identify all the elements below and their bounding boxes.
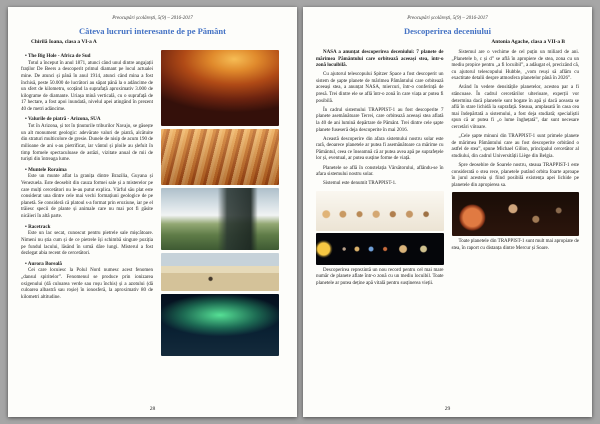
photo-column — [161, 50, 279, 356]
paragraph: „Cele șapte minuni din TRAPPIST-1 sunt primele planete de mărimea Pământului care au fost descoperite orbitând o astfel de stea”, spune Michael Gillon, principalul cercetător al studiului, din cadrul Universității Liège din Belgia. — [451, 134, 579, 159]
page-number-right: 29 — [444, 406, 451, 412]
trappist-artist-rendering-photo — [452, 192, 580, 236]
antelope-canyon-photo — [161, 50, 279, 126]
author-byline-right: Antonia Agache, clasa a VII-a B — [491, 39, 565, 45]
section-roraima — [21, 167, 153, 221]
section-racetrack — [21, 224, 153, 258]
section-stone-waves — [21, 116, 153, 163]
article-title-left: Câteva lucruri interesante de pe Pământ — [79, 26, 226, 36]
right-article-column-1 — [316, 50, 444, 290]
paragraph: Spre deosebire de Soarele nostru, steaua TRAPPIST-1 este considerată o stea rece, planetele putând orbita foarte aproape în jurul acesteia și fiind posibilă existența apei lichide pe planetele din apropierea sa. — [451, 163, 579, 188]
section-heading: • Muntele Roraima — [25, 167, 153, 174]
section-aurora — [21, 261, 153, 302]
paragraph: Descoperirea reprezintă un nou record pentru cel mai mare număr de planete aflate într-o zonă cu un mediu locuibil. Toate planetele ar putea deține apă vitală pentru susținerea vieții. — [316, 267, 444, 286]
stone-waves-photo — [161, 129, 279, 185]
mount-roraima-photo — [161, 188, 279, 250]
section-heading: • Racetrack — [25, 224, 153, 231]
paragraph: Având în vedere densitățile planetelor, acestea par a fi stâncoase. În cadrul cercetărilor ulterioare, experții vor determina dacă planetele sunt bogate în apă și dacă aceasta se află în stare lichidă la suprafață. Steaua, amplasată în casa cea mai îndepărtată a sistemului, a fost deja studiată; specialiștii spun că ar putea fi „o lume înghețată”, dar sunt necesare cercetări viitoare. — [451, 85, 579, 131]
paragraph: Sistemul este denumit TRAPPIST-1. — [323, 181, 397, 187]
section-body: Este un munte aflat la granița dintre Brazilia, Guyana și Venezuela. Este deosebit din cauza formei sale și a misterelor pe care mulți cercetători nu le-au putut explica. Vârful său plat este considerat una dintre cele mai vechi formațiuni geologice de pe planetă. Se consideră că platoul s-a format prin eroziune, iar pe el trăiesc specii de plante și animale care nu mai pot fi găsite nicăieri în altă parte. — [21, 174, 153, 220]
article-title-right: Descoperirea deceniului — [404, 26, 491, 36]
section-body: Totul a început în anul 1871, atunci când unul dintre angajații fraților De Beers a descoperit primul diamant pe locul actualei mine. De atunci și până în anul 1914, atunci când mina a fost închisă, peste 50.000 de lucrători au săpat până la o adâncime de un sfert de kilometru, scoțând la suprafață aproximativ 3.000 de kilograme de diamante. Uriașa mină verticală, cu o suprafață de 17 hectare, a fost apoi inundată, nivelul apei atingând în prezent 40 de metri adâncime. — [21, 60, 153, 112]
racetrack-playa-photo — [161, 253, 279, 291]
running-header-right: Preocupări școlărești, 5(9) – 2016-2017 — [407, 16, 488, 21]
solar-system-comparison-photo — [316, 233, 444, 265]
page-number-left: 28 — [149, 406, 156, 412]
right-article-column-2 — [452, 50, 580, 290]
paragraph: Cu ajutorul telescopului Spitzer Space a fost descoperit un sistem de șapte planete de mărimea Pământului care orbitează aceeași stea, a anunțat NASA, miercuri, într-o conferință de presă. Trei dintre ele se află într-o zonă în care viața ar putea fi posibilă. — [316, 72, 444, 104]
left-page-columns — [21, 50, 284, 356]
article-text-column — [21, 50, 153, 356]
section-body: Tot în Arizona, și tot în ținuturile triburilor Navajo, se găsește un alt monument geologic: adevărate valuri de piatră, alcătuite din straturi multicolore de gresie. Dunele de nisip de acum 190 de milioane de ani s-au pietrificat, iar vântul și ploile au șlefuit în timp formele spectaculoase de astăzi, vizitate anual de mii de turiști din întreaga lume. — [21, 124, 153, 163]
paragraph: Toate planetele din TRAPPIST-1 sunt mult mai apropiate de stea, în raport cu distanța dintre Mercur și Soare. — [451, 239, 579, 251]
paragraph: Planetele se află în constelația Vărsătorului, aflându-se în afara sistemului nostru solar. — [316, 165, 444, 178]
section-body: Cei care locuiesc la Polul Nord numesc acest fenomen „dansul spiritelor”. Fenomenul se produce prin ionizarea oxigenului (dă culoarea verde sau roșu închis) și a azotului (dă culoarea albastră sau roșie) în ionosferă, la aproximativ 80 de kilometri altitudine. — [21, 268, 153, 300]
trappist-planet-sizes-photo — [316, 191, 444, 231]
aurora-borealis-photo — [161, 294, 279, 356]
paragraph: Această descoperire din afara sistemului nostru solar este rară, deoarece planetele ar putea fi asemănătoare ca mărime cu Pământul, ceea ce înseamnă că ar putea avea apă pe suprafețele lor și, eventual, ar putea susține forme de viață. — [316, 136, 444, 162]
page-right — [303, 7, 592, 417]
paragraph: În cadrul sistemului TRAPPIST-1 au fost descoperite 7 planete asemănătoare Terrei, care orbitează aceeași stea aflată la 40 de ani lumină depărtare de Pământ. Trei dintre cele șapte planete fuseseră deja descoperite în mai 2016. — [316, 107, 444, 133]
section-heading: • Valurile de piatră - Arizona, SUA — [25, 116, 153, 123]
running-header-left: Preocupări școlărești, 5(9) – 2016-2017 — [112, 16, 193, 21]
section-big-hole — [21, 53, 153, 113]
author-byline-left: Chirilă Ioana, clasa a VI-a A — [31, 39, 97, 45]
page-left — [8, 7, 297, 417]
lead-paragraph: NASA a anunțat descoperirea deceniului: 7 planete de mărimea Pământului care orbitează aceeași stea, într-o zonă locuibilă. — [316, 50, 444, 69]
section-body: Este un lac secat, cunoscut pentru pietrele sale mișcătoare. Nimeni nu știa cum și de ce pietrele își schimbă singure poziția pe fundul lacului, lăsând în urmă dâre lungi. Misterul a fost dezlegat abia recent de cercetători. — [21, 231, 153, 257]
paragraph: Sistemul are o vechime de cel puțin un miliard de ani. „Planetele b, c și d” se află în apropiere de stea, zona cu un mediu propice pentru „a fi locuibil”, a adăugat el, precizând că, cu ajutorul telescopului Hubble, „vom reuși să aflăm cu exactitate detalii despre atmosfera planetelor până în 2026”. — [451, 50, 579, 82]
section-heading: • Aurora Boreală — [25, 261, 153, 268]
right-page-columns — [316, 50, 579, 290]
section-heading: • The Big Hole - Africa de Sud — [25, 53, 153, 60]
